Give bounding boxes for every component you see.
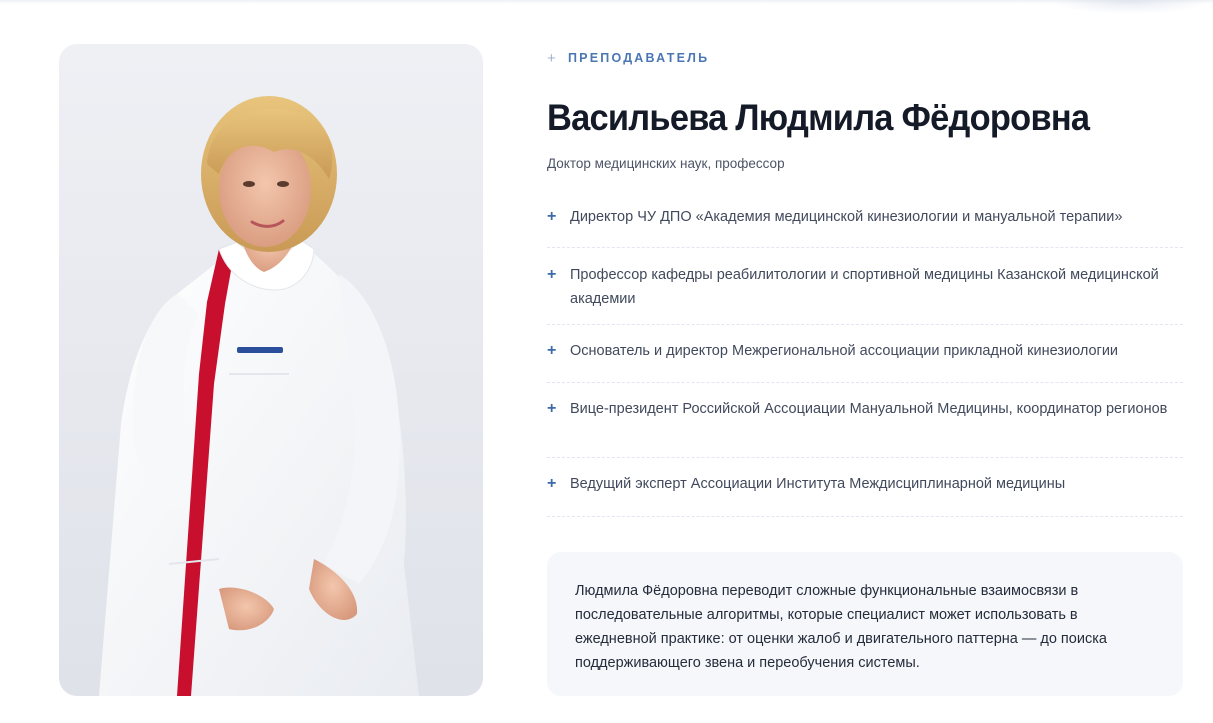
- plus-icon: +: [547, 400, 557, 417]
- header-shadow: [1050, 0, 1210, 14]
- teacher-info: [547, 44, 1183, 517]
- teacher-quote-card: [547, 552, 1183, 696]
- portrait-illustration: [59, 44, 483, 696]
- teacher-degree: Доктор медицинских наук, профессор: [547, 156, 785, 171]
- section-divider: [0, 0, 1213, 4]
- teacher-name: Васильева Людмила Фёдоровна: [547, 97, 1090, 138]
- plus-icon: +: [547, 475, 557, 492]
- role-list: [547, 204, 1183, 517]
- list-item: [547, 248, 1183, 325]
- teacher-photo: [59, 44, 483, 696]
- plus-icon: +: [547, 49, 556, 67]
- plus-icon: +: [547, 266, 557, 283]
- list-item: [547, 204, 1183, 248]
- list-item: [547, 458, 1183, 517]
- teacher-quote: Людмила Фёдоровна переводит сложные функциональные взаимосвязи в последовательные алгоритмы, которые специалист может использовать в ежедневной практике: от оценки жалоб и двигательного паттерна — до поиска поддерживающего звена и переобучения системы.: [575, 583, 1107, 671]
- role-text: Основатель и директор Межрегиональной ассоциации прикладной кинезиологии: [570, 343, 1119, 359]
- plus-icon: +: [547, 342, 557, 359]
- list-item: [547, 325, 1183, 383]
- role-text: Вице-президент Российской Ассоциации Мануальной Медицины, координатор регионов: [570, 401, 1168, 417]
- role-text: Директор ЧУ ДПО «Академия медицинской кинезиологии и мануальной терапии»: [570, 209, 1123, 225]
- list-item: [547, 383, 1183, 458]
- role-text: Ведущий эксперт Ассоциации Института Междисциплинарной медицины: [570, 476, 1066, 492]
- eyebrow-label: ПРЕПОДАВАТЕЛЬ: [568, 51, 710, 65]
- role-text: Профессор кафедры реабилитологии и спортивной медицины Казанской медицинской академии: [570, 267, 1159, 307]
- section-eyebrow: [547, 44, 1183, 72]
- plus-icon: +: [547, 208, 557, 225]
